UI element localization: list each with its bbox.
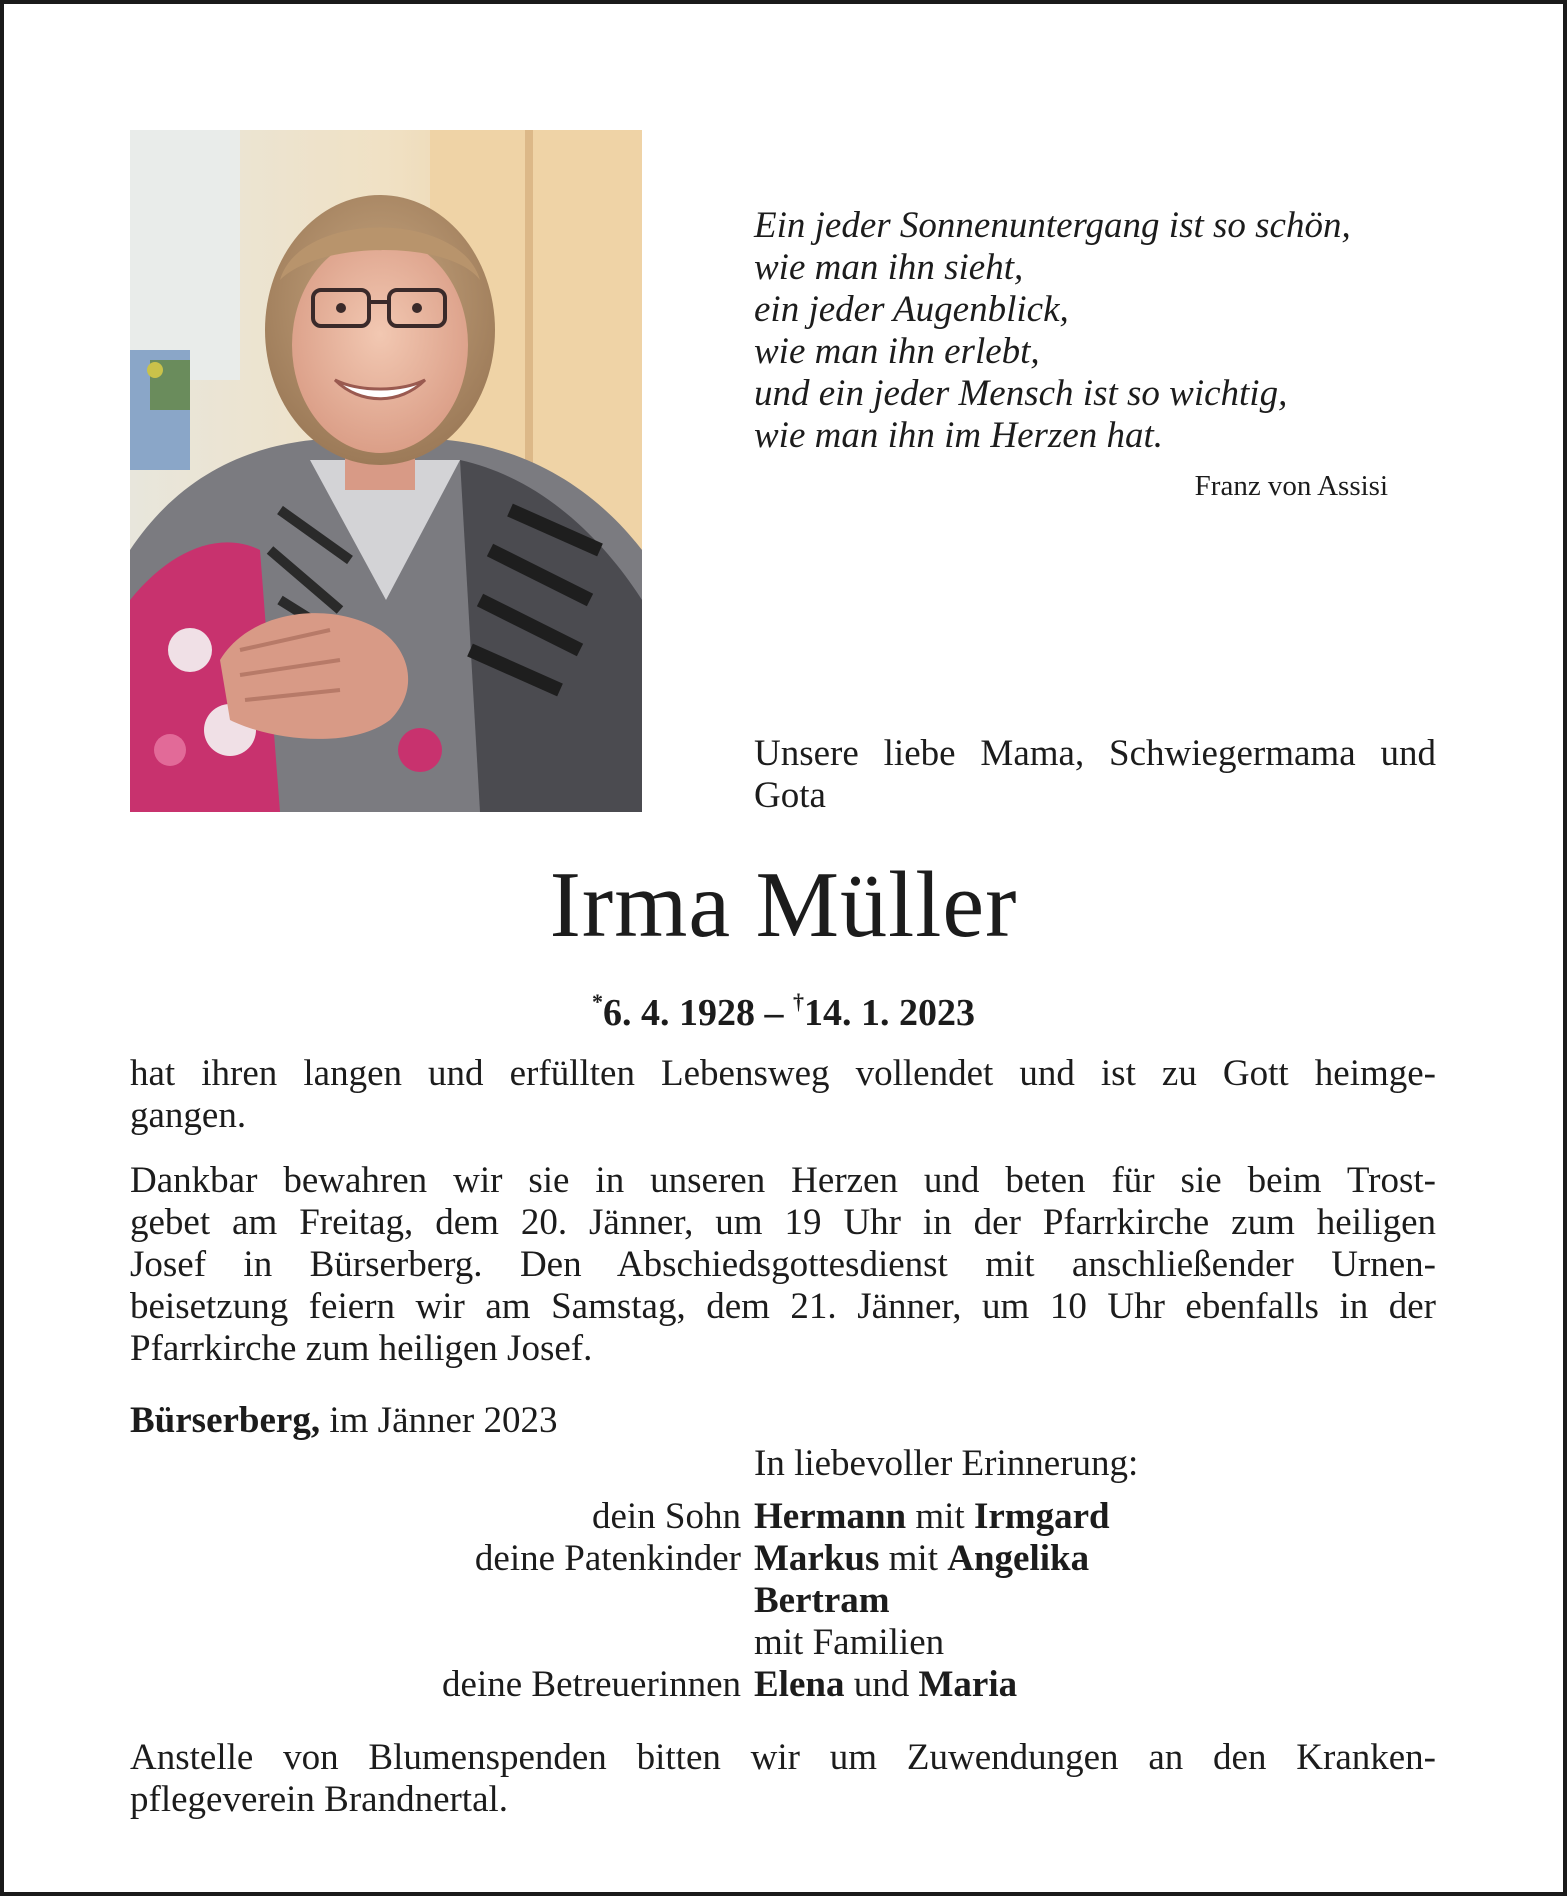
family-relation: deine Patenkinder (474, 1538, 741, 1579)
family-row-godchildren (0, 1538, 1567, 1580)
paragraph-line: hat ihren langen und erfüllten Lebensweg vollendet und ist zu Gott heimge- (130, 1053, 1436, 1094)
family-name: Bertram (754, 1580, 890, 1621)
place-town: Bürserberg, (130, 1400, 321, 1441)
family-name: Elena (754, 1664, 845, 1705)
paragraph-line: gebet am Freitag, dem 20. Jänner, um 19 Uhr in der Pfarrkirche zum heiligen (130, 1202, 1436, 1243)
life-dates (0, 980, 1567, 1035)
poem-line: wie man ihn sieht, (754, 247, 1024, 288)
family-relation: dein Sohn (591, 1496, 741, 1537)
portrait-image (130, 130, 642, 812)
family-name: Markus (754, 1538, 880, 1579)
poem-line: ein jeder Augenblick, (754, 289, 1069, 330)
poem-line: und ein jeder Mensch ist so wichtig, (754, 373, 1288, 414)
paragraph-line: Dankbar bewahren wir sie in unseren Herzen und beten für sie beim Trost- (130, 1160, 1436, 1201)
death-date: 14. 1. 2023 (804, 992, 975, 1034)
memory-label: In liebevoller Erinnerung: (754, 1443, 1139, 1484)
family-row-caregivers (0, 1664, 1567, 1706)
date-separator: – (755, 992, 793, 1034)
intro-text: Unsere liebe Mama, Schwiegermama und Gota (754, 733, 1436, 816)
paragraph-line: gangen. (130, 1095, 247, 1136)
family-suffix: mit Familien (754, 1622, 945, 1663)
place-date: im Jänner 2023 (320, 1400, 558, 1441)
poem-line: Ein jeder Sonnenuntergang ist so schön, (754, 205, 1351, 246)
family-name: Hermann (754, 1496, 907, 1537)
birth-date: 6. 4. 1928 (603, 992, 755, 1034)
poem-line: wie man ihn erlebt, (754, 331, 1040, 372)
family-name: Irmgard (973, 1496, 1110, 1537)
paragraph-line: Anstelle von Blumenspenden bitten wir um Zuwendungen an den Kranken- (130, 1737, 1436, 1778)
family-names (754, 1496, 1110, 1538)
paragraph-passing (130, 1053, 1436, 1137)
family-name: Angelika (947, 1538, 1090, 1579)
family-names (754, 1538, 1089, 1580)
family-row-godchildren-3 (0, 1622, 1567, 1664)
paragraph-line: pflegeverein Brandnertal. (130, 1779, 509, 1820)
family-name: Maria (918, 1664, 1018, 1705)
paragraph-line: Josef in Bürserberg. Den Abschiedsgottesdienst mit anschließender Urnen- (130, 1244, 1436, 1285)
family-joiner: mit (906, 1496, 974, 1537)
paragraph-line: beisetzung feiern wir am Samstag, dem 21. Jänner, um 10 Uhr ebenfalls in der (130, 1286, 1436, 1327)
birth-symbol: * (592, 989, 603, 1014)
paragraph-line: Pfarrkirche zum heiligen Josef. (130, 1328, 593, 1369)
closing-note (130, 1737, 1436, 1821)
portrait-photo (130, 130, 642, 812)
death-symbol: † (793, 989, 804, 1014)
paragraph-services (130, 1160, 1436, 1370)
family-relation: deine Betreuerinnen (442, 1664, 741, 1705)
poem-line: wie man ihn im Herzen hat. (754, 415, 1164, 456)
family-joiner: mit (879, 1538, 948, 1579)
deceased-name: Irma Müller (549, 853, 1018, 957)
family-row-godchildren-2 (0, 1580, 1567, 1622)
family-joiner: und (844, 1664, 919, 1705)
family-names (754, 1580, 890, 1622)
poem-author: Franz von Assisi (1194, 470, 1388, 502)
family-row-son (0, 1496, 1567, 1538)
family-names (754, 1664, 1017, 1706)
place-and-date (130, 1400, 557, 1442)
poem (754, 205, 1454, 457)
